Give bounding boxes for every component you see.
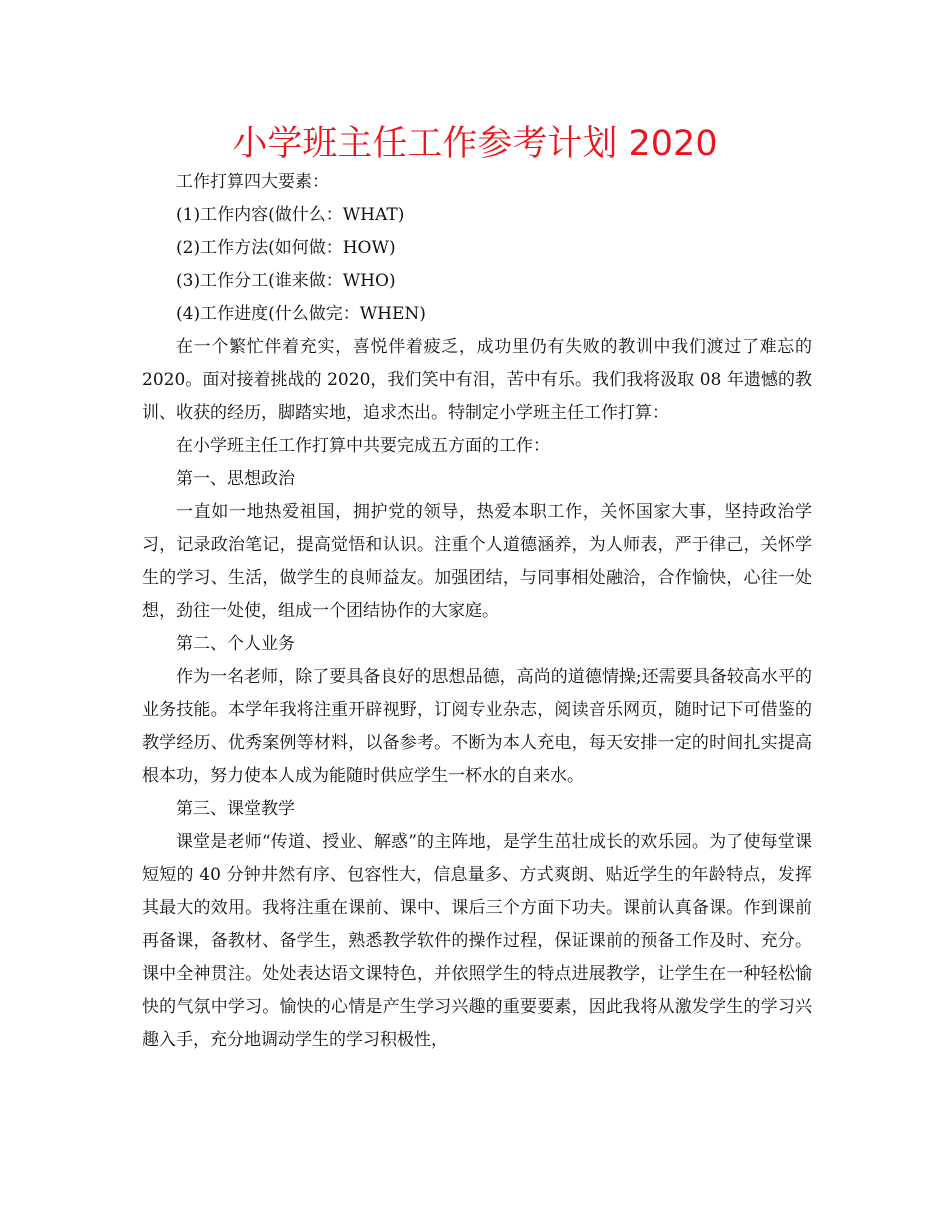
document-body xyxy=(142,166,812,1057)
section-heading: 第一、思想政治 xyxy=(176,469,295,489)
section-body: 作为一名老师，除了要具备良好的思想品德，高尚的道德情操;还需要具备较高水平的业务技能。本学年我将注重开辟视野，订阅专业杂志，阅读音乐网页，随时记下可借鉴的教学经历、优秀案例等材料，以备参考。不断为本人充电，每天安排一定的时间扎实提高根本功，努力使本人成为能随时供应学生一杯水的自来水。 xyxy=(142,667,812,786)
section-body: 一直如一地热爱祖国，拥护党的领导，热爱本职工作，关怀国家大事，坚持政治学习，记录政治笔记，提高觉悟和认识。注重个人道德涵养，为人师表，严于律己，关怀学生的学习、生活，做学生的良师益友。加强团结，与同事相处融洽，合作愉快，心往一处想，劲往一处使，组成一个团结协作的大家庭。 xyxy=(142,502,812,621)
section-heading: 第二、个人业务 xyxy=(176,634,295,654)
section-body: 课堂是老师“传道、授业、解惑”的主阵地，是学生茁壮成长的欢乐园。为了使每堂课短短的 40 分钟井然有序、包容性大，信息量多、方式爽朗、贴近学生的年龄特点，发挥其最大的效用。我将注重在课前、课中、课后三个方面下功夫。课前认真备课。作到课前再备课，备教材、备学生，熟悉教学软件的操作过程，保证课前的预备工作及时、充分。课中全神贯注。处处表达语文课特色，并依照学生的特点进展教学，让学生在一种轻松愉快的气氛中学习。愉快的心情是产生学习兴趣的重要要素，因此我将从激发学生的学习兴趣入手，充分地调动学生的学习积极性， xyxy=(142,832,812,1050)
intro-paragraph: 在一个繁忙伴着充实，喜悦伴着疲乏，成功里仍有失败的教训中我们渡过了难忘的 2020。面对接着挑战的 2020，我们笑中有泪，苦中有乐。我们我将汲取 08 年遗憾的教训、收获的经历，脚踏实地，追求杰出。特制定小学班主任工作打算： xyxy=(142,337,812,423)
element-item: (2)工作方法(如何做：HOW) xyxy=(176,238,396,258)
section-heading: 第三、课堂教学 xyxy=(176,799,295,819)
document-title: 小学班主任工作参考计划 2020 xyxy=(232,124,718,164)
elements-heading: 工作打算四大要素： xyxy=(176,172,329,192)
element-item: (1)工作内容(做什么：WHAT) xyxy=(176,205,405,225)
element-item: (4)工作进度(什么做完：WHEN) xyxy=(176,304,426,324)
element-item: (3)工作分工(谁来做：WHO) xyxy=(176,271,396,291)
overview-paragraph: 在小学班主任工作打算中共要完成五方面的工作： xyxy=(176,436,550,456)
